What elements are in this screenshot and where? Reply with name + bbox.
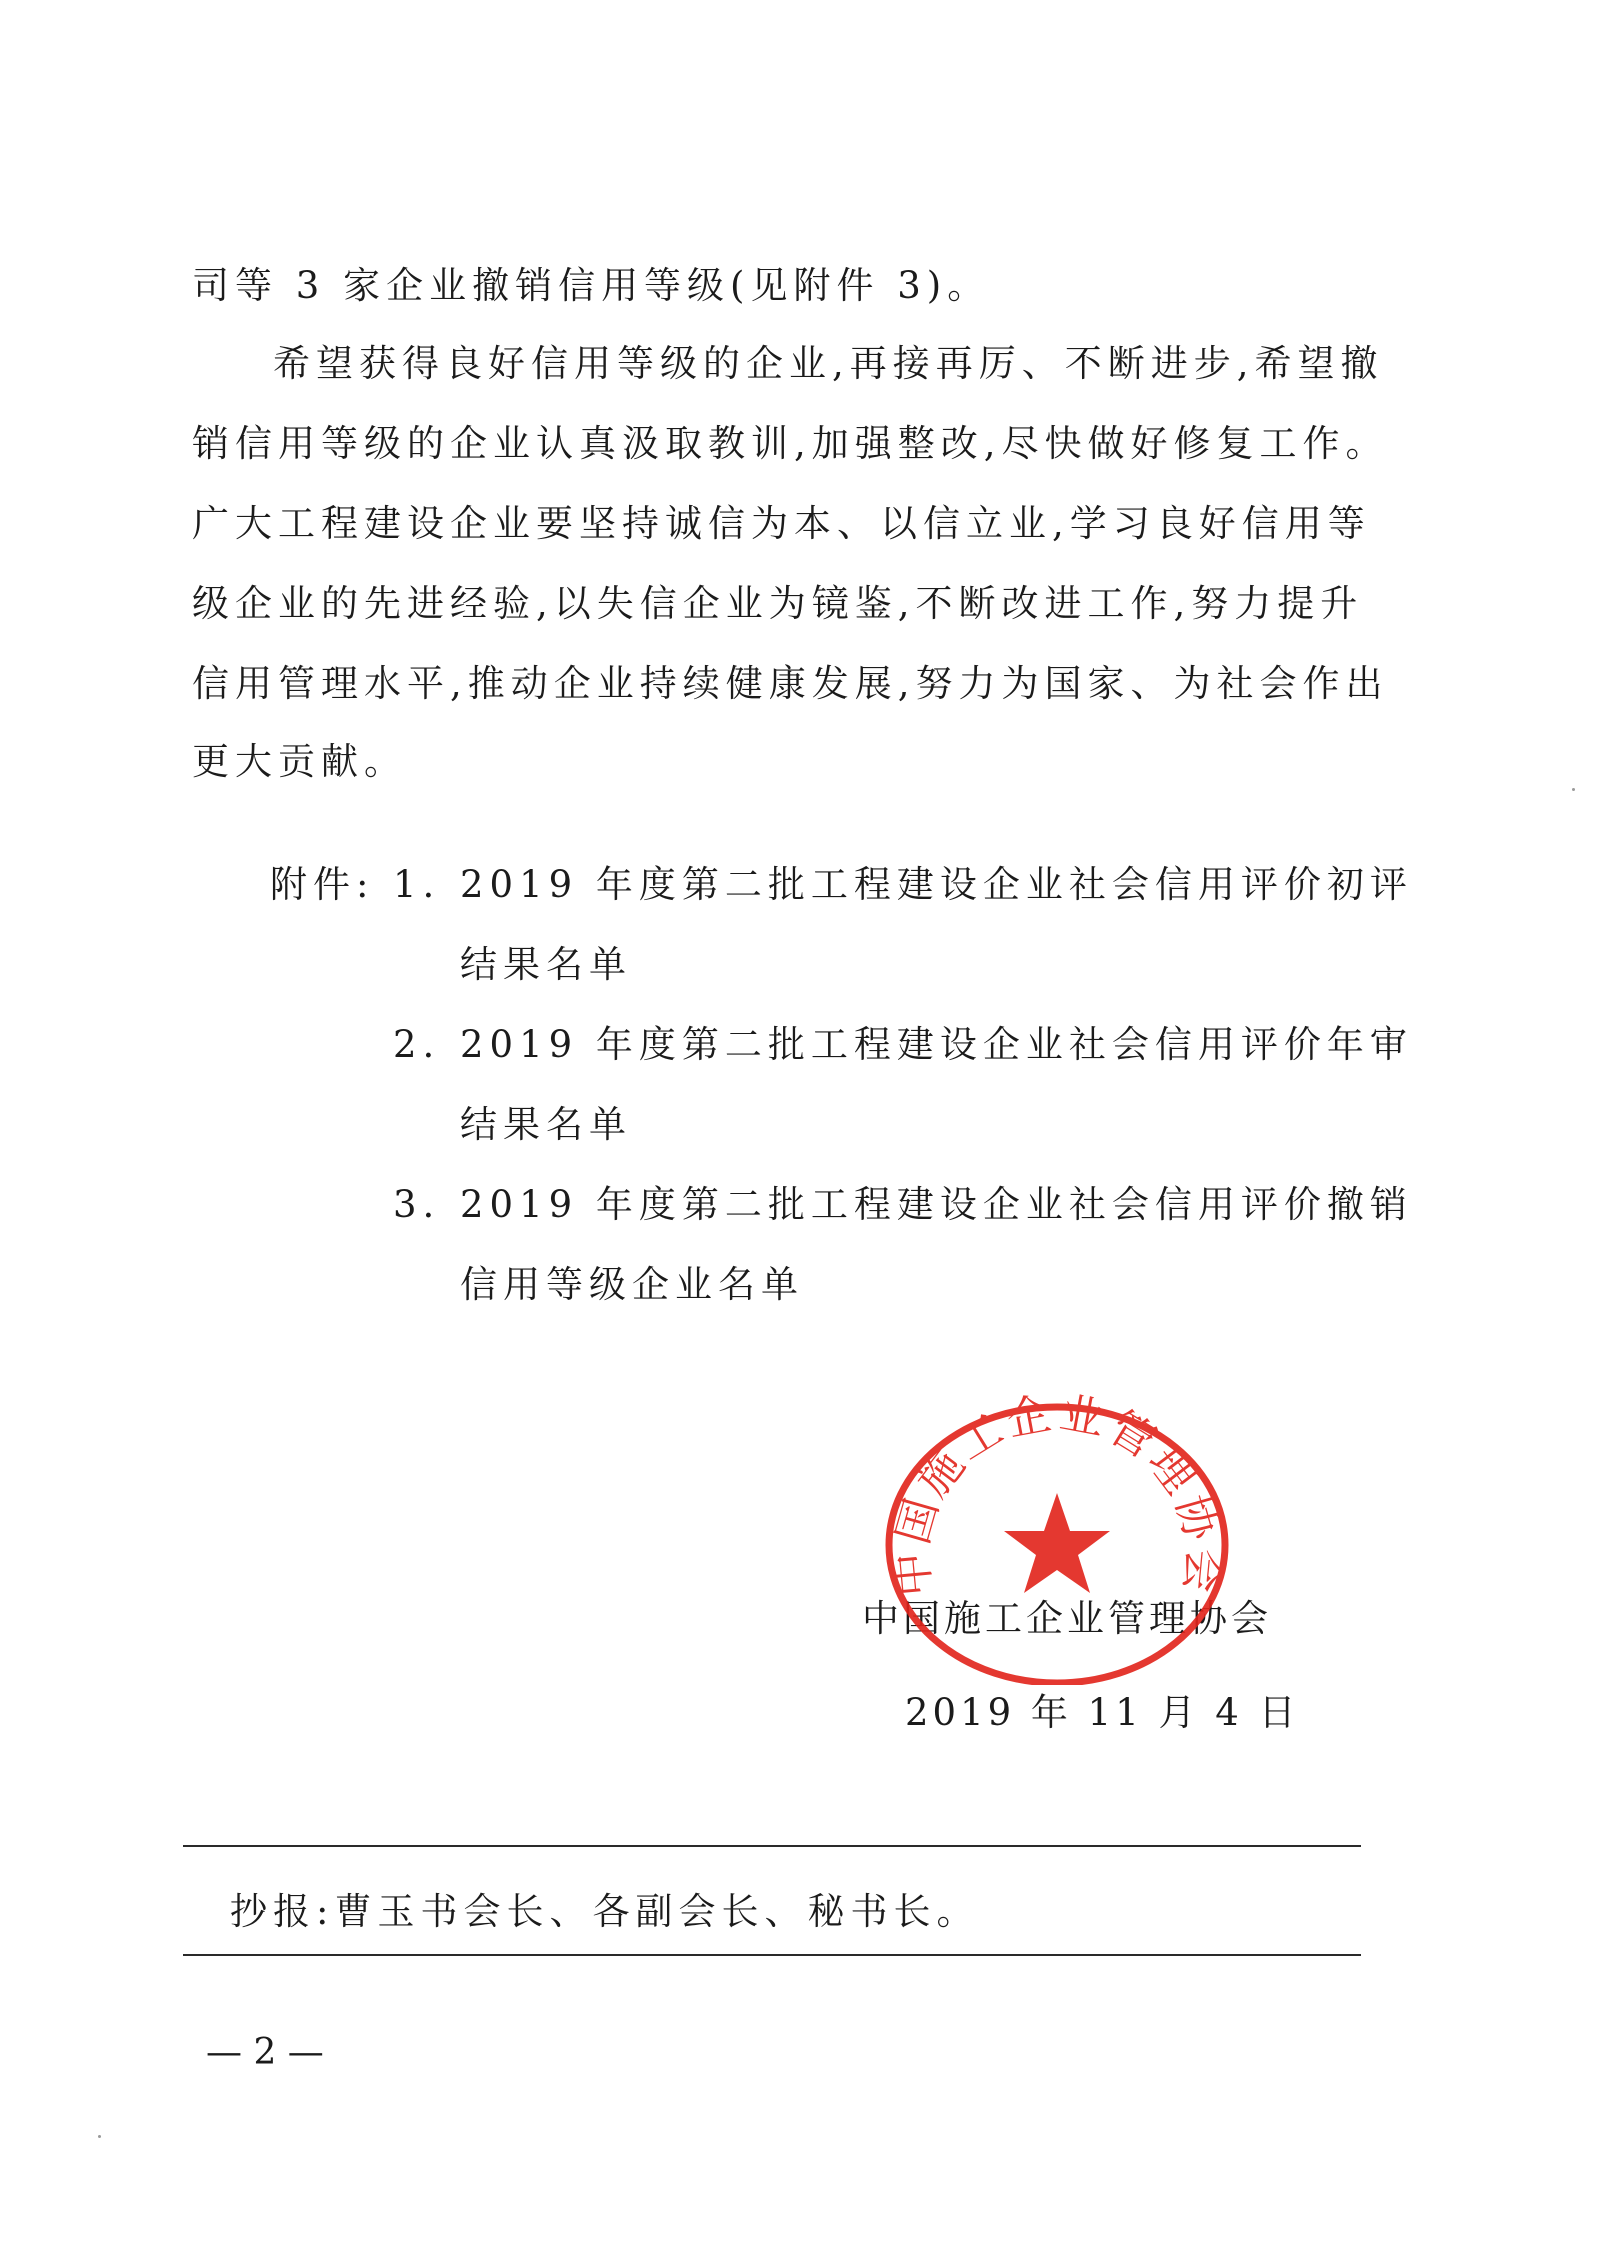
- attachment-1-title-cont: 结果名单: [460, 943, 632, 986]
- page-number: — 2 —: [206, 2032, 324, 2073]
- body-line-1: 司等 3 家企业撤销信用等级(见附件 3)。: [192, 264, 991, 307]
- attachments-label: 附件:: [270, 863, 375, 906]
- scan-speck: [98, 2135, 101, 2138]
- body-line-7: 更大贡献。: [192, 740, 407, 783]
- body-line-2: 希望获得良好信用等级的企业,再接再厉、不断进步,希望撤: [273, 342, 1384, 385]
- body-line-6: 信用管理水平,推动企业持续健康发展,努力为国家、为社会作出: [192, 662, 1389, 705]
- cc-top-rule: [183, 1845, 1361, 1847]
- signature-date: 2019 年 11 月 4 日: [905, 1691, 1300, 1734]
- attachment-1-title: 2019 年度第二批工程建设企业社会信用评价初评: [460, 863, 1413, 906]
- cc-bottom-rule: [183, 1954, 1361, 1956]
- attachment-2-title-cont: 结果名单: [460, 1103, 632, 1146]
- body-line-4: 广大工程建设企业要坚持诚信为本、以信立业,学习良好信用等: [192, 502, 1371, 545]
- official-seal-stamp: [880, 1385, 1235, 1685]
- cc-recipients: 抄报:曹玉书会长、各副会长、秘书长。: [230, 1890, 980, 1933]
- attachment-3-title-cont: 信用等级企业名单: [460, 1263, 804, 1306]
- attachment-3-num: 3.: [393, 1183, 441, 1226]
- attachment-2-title: 2019 年度第二批工程建设企业社会信用评价年审: [460, 1023, 1413, 1066]
- attachment-2-num: 2.: [393, 1023, 441, 1066]
- scan-speck: [1572, 788, 1575, 791]
- svg-text:中国施工企业管理协会: 中国施工企业管理协会: [886, 1387, 1229, 1599]
- signature-org: 中国施工企业管理协会: [862, 1597, 1272, 1640]
- body-line-5: 级企业的先进经验,以失信企业为镜鉴,不断改进工作,努力提升: [192, 582, 1364, 625]
- body-line-3: 销信用等级的企业认真汲取教训,加强整改,尽快做好修复工作。: [192, 422, 1389, 465]
- attachment-1-num: 1.: [393, 863, 441, 906]
- attachment-3-title: 2019 年度第二批工程建设企业社会信用评价撤销: [460, 1183, 1413, 1226]
